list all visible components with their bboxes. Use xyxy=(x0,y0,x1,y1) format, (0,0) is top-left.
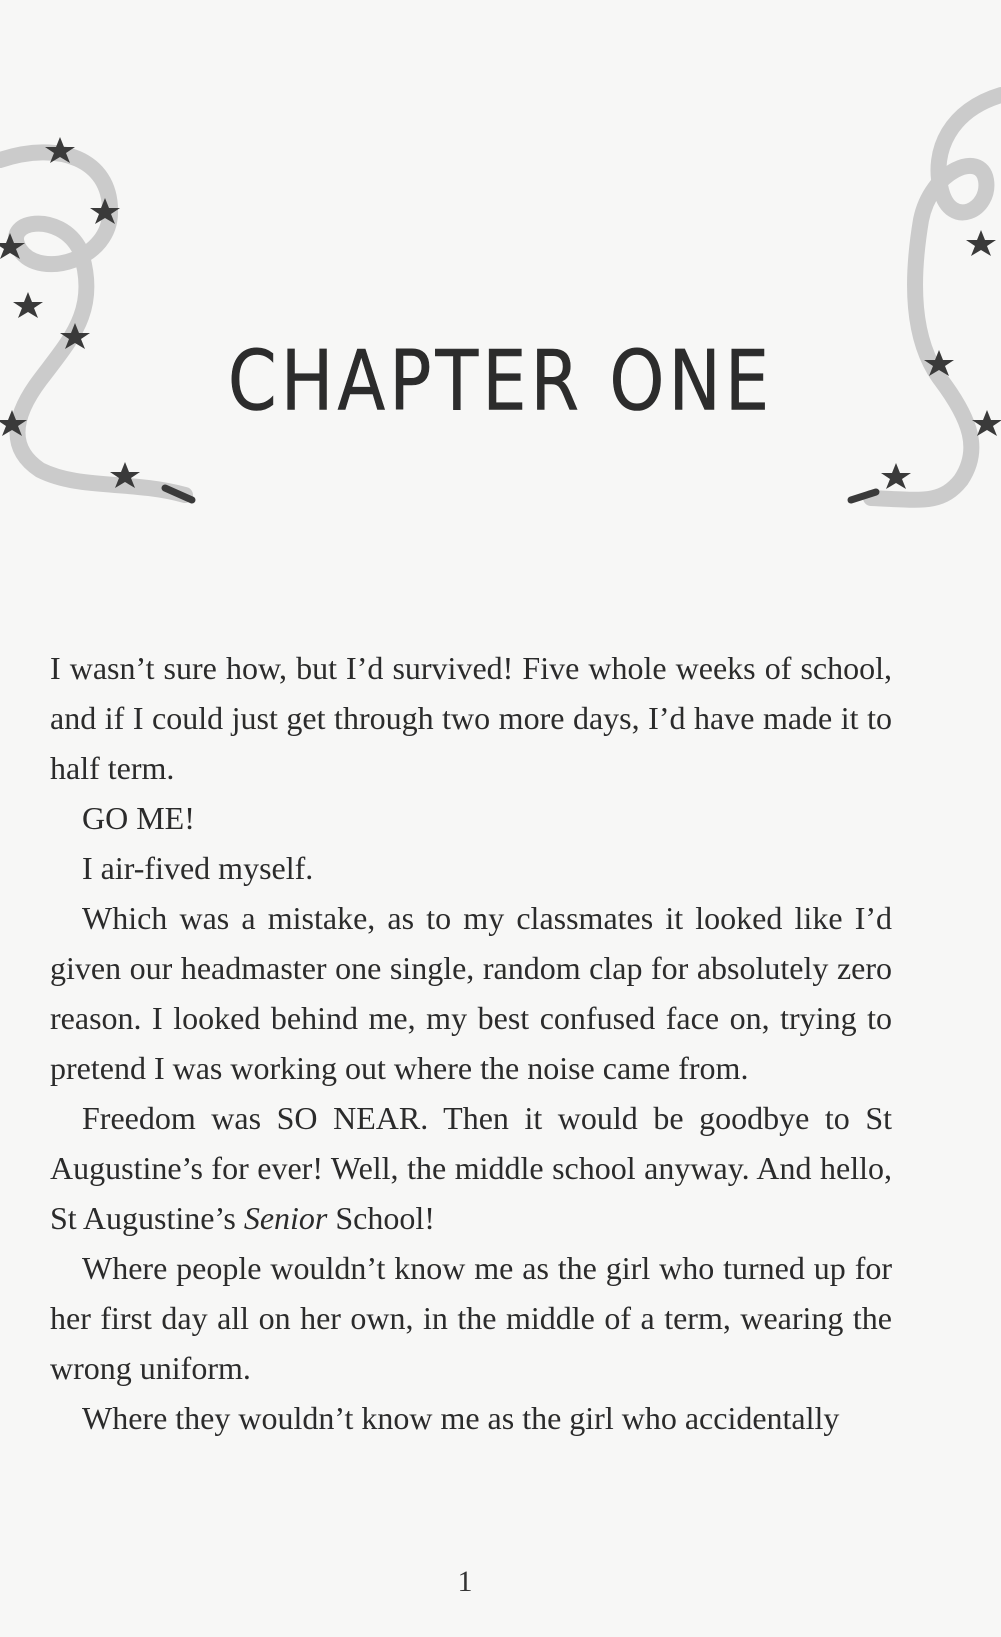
chapter-title: CHAPTER ONE xyxy=(227,332,774,430)
page-number: 1 xyxy=(457,1565,473,1598)
paragraph: I wasn’t sure how, but I’d survived! Five whole weeks of school, and if I could just get through two more days, I’d have made it to half term. xyxy=(50,650,892,786)
star-ribbon-right-icon xyxy=(811,80,1001,540)
emphasis-text: Senior xyxy=(243,1200,328,1236)
paragraph: Where people wouldn’t know me as the girl who turned up for her first day all on her own, in the middle of a term, wearing the wrong uniform. xyxy=(50,1250,892,1386)
paragraph-text: Freedom was SO NEAR. Then it would be goodbye to St Augustine’s for ever! Well, the middle school anyway. And hello, St Augustine’s xyxy=(50,1100,892,1236)
paragraph: Which was a mistake, as to my classmates it looked like I’d given our headmaster one single, random clap for absolutely zero reason. I looked behind me, my best confused face on, trying to pretend I was working out where the noise came from. xyxy=(50,900,892,1086)
chapter-body xyxy=(50,643,892,1443)
paragraph-text: School! xyxy=(327,1200,435,1236)
paragraph: I air-fived myself. xyxy=(82,850,314,886)
paragraph: Where they wouldn’t know me as the girl who accidentally xyxy=(82,1400,840,1436)
star-ribbon-left-icon xyxy=(0,120,220,540)
paragraph xyxy=(50,1093,892,1243)
paragraph: GO ME! xyxy=(82,800,195,836)
